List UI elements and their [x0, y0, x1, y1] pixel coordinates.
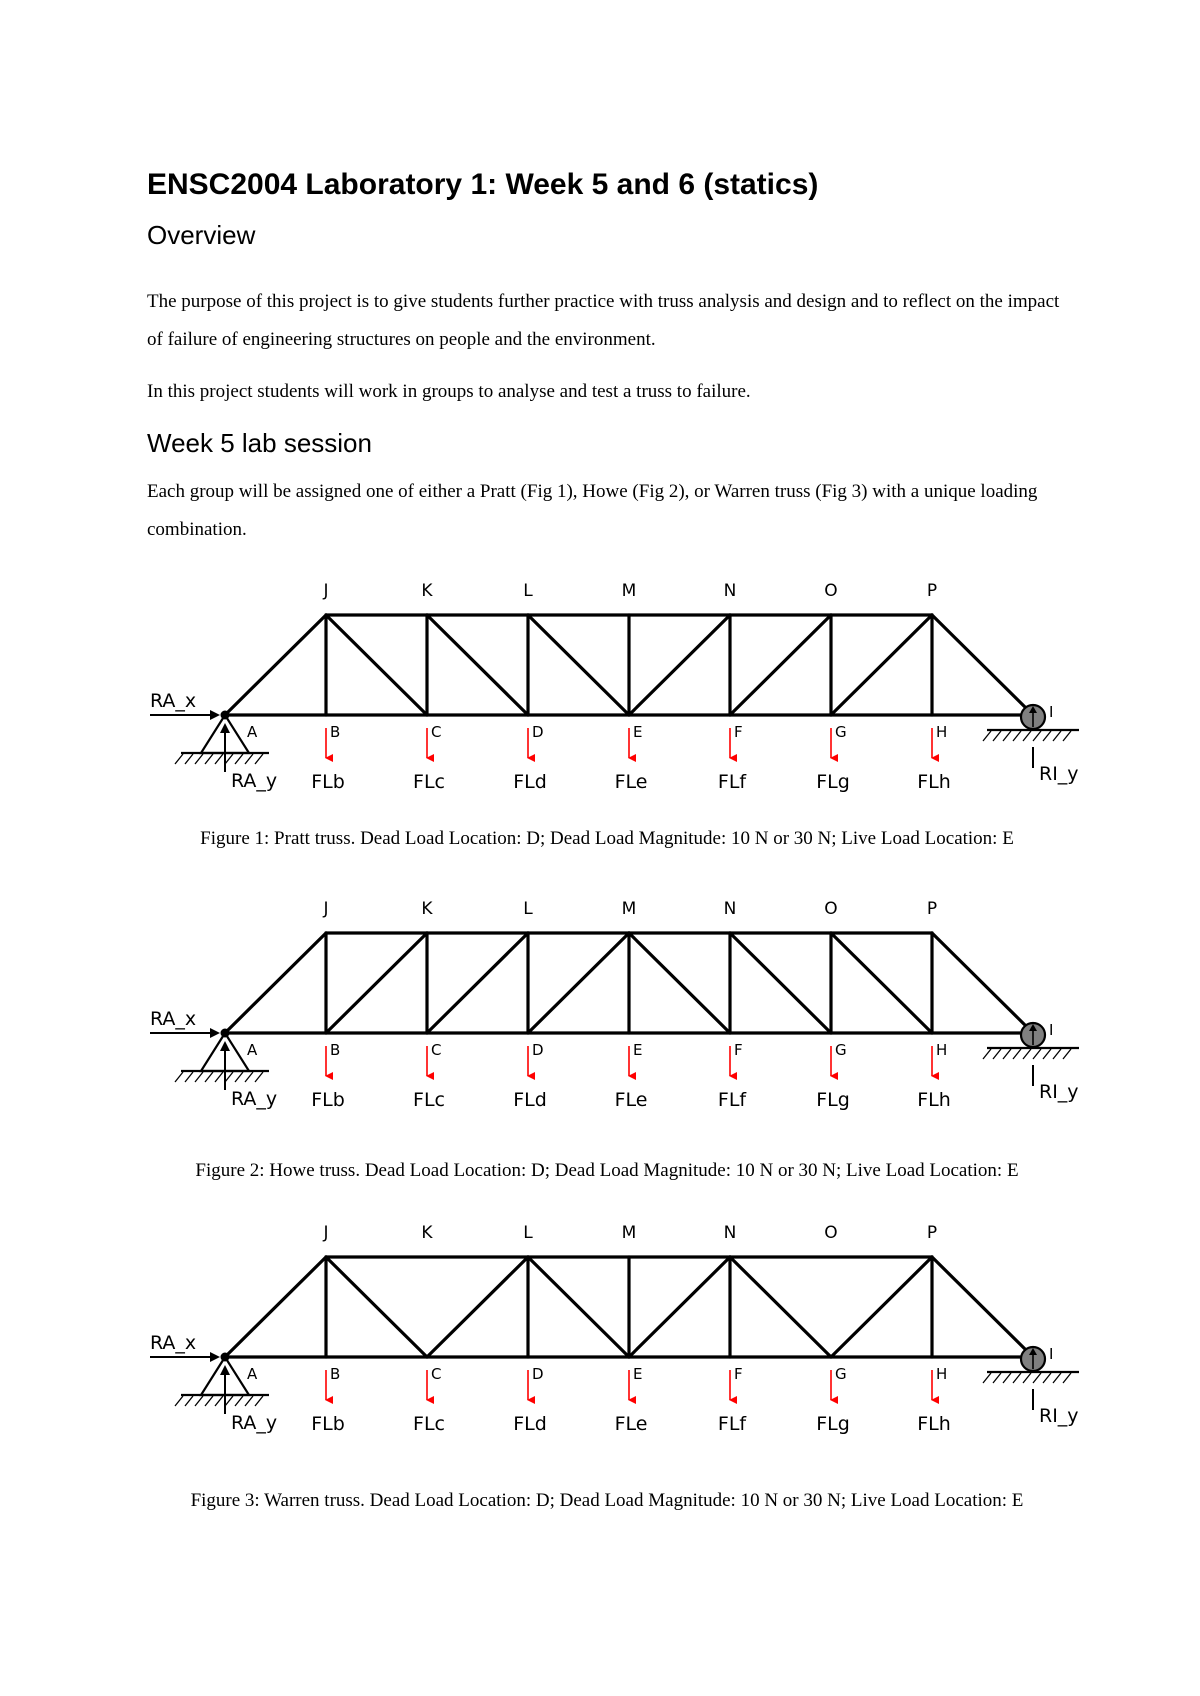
node-label-O: O: [824, 581, 838, 601]
diagonal-member: [528, 933, 629, 1033]
node-label-I: I: [1049, 703, 1054, 721]
ground-hatch: [1003, 1373, 1011, 1383]
figure-3-warren-truss: [150, 1222, 1090, 1442]
ground-hatch: [1013, 1373, 1021, 1383]
diagonal-member: [831, 933, 932, 1033]
node-label-E: E: [633, 1365, 643, 1383]
node-label-E: E: [633, 1041, 643, 1059]
node-label-C: C: [431, 723, 442, 741]
ground-hatch: [983, 1049, 991, 1059]
diagonal-member: [326, 615, 427, 715]
node-label-M: M: [621, 581, 637, 601]
ground-hatch: [195, 1396, 203, 1406]
ground-hatch: [255, 1396, 263, 1406]
diagonal-member: [427, 1257, 528, 1357]
figure-1-pratt-truss: [150, 580, 1090, 800]
ground-hatch: [255, 754, 263, 764]
node-label-L: L: [523, 899, 533, 919]
overview-paragraph-2: In this project students will work in groups to analyse and test a truss to failure.: [147, 381, 751, 402]
ground-hatch: [993, 1373, 1001, 1383]
figure-1-caption: Figure 1: Pratt truss. Dead Load Location: D; Dead Load Magnitude: 10 N or 30 N; Live Load Location: E: [200, 828, 1014, 849]
diagonal-member: [528, 615, 629, 715]
ground-hatch: [1063, 731, 1071, 741]
reaction-ax-label: RA_x: [150, 1332, 197, 1354]
node-label-I: I: [1049, 1021, 1054, 1039]
ground-hatch: [215, 1072, 223, 1082]
node-label-G: G: [835, 1365, 847, 1383]
ground-hatch: [1013, 1049, 1021, 1059]
node-label-K: K: [421, 581, 433, 601]
node-label-J: J: [323, 581, 329, 601]
node-label-K: K: [421, 1223, 433, 1243]
ground-hatch: [245, 1396, 253, 1406]
reaction-iy-label: RI_y: [1039, 763, 1079, 785]
diagonal-member: [831, 1257, 932, 1357]
node-label-P: P: [926, 1223, 938, 1243]
diagonal-member: [326, 933, 427, 1033]
node-label-A: A: [247, 1365, 258, 1383]
ground-hatch: [983, 1373, 991, 1383]
load-label: FLh: [917, 1413, 951, 1435]
reaction-ay-label: RA_y: [231, 1088, 278, 1110]
node-label-L: L: [523, 1223, 533, 1243]
ground-hatch: [185, 1396, 193, 1406]
ground-hatch: [175, 754, 183, 764]
ground-hatch: [225, 1072, 233, 1082]
node-label-F: F: [734, 1365, 743, 1383]
reaction-ax-label: RA_x: [150, 1008, 197, 1030]
node-label-F: F: [734, 1041, 743, 1059]
node-label-N: N: [723, 899, 737, 919]
ground-hatch: [1033, 1373, 1041, 1383]
ground-hatch: [1043, 1049, 1051, 1059]
diagonal-member: [730, 615, 831, 715]
ground-hatch: [983, 731, 991, 741]
ground-hatch: [215, 754, 223, 764]
node-label-H: H: [936, 1365, 948, 1383]
load-label: FLc: [413, 771, 445, 793]
ground-hatch: [1013, 731, 1021, 741]
node-label-K: K: [421, 899, 433, 919]
ground-hatch: [1023, 1049, 1031, 1059]
ground-hatch: [1043, 1373, 1051, 1383]
diagonal-member: [629, 1257, 730, 1357]
ground-hatch: [255, 1072, 263, 1082]
end-diagonal-left: [225, 615, 326, 715]
node-label-N: N: [723, 1223, 737, 1243]
ground-hatch: [1003, 731, 1011, 741]
node-A-pin: [221, 1353, 230, 1362]
load-label: FLc: [413, 1413, 445, 1435]
node-label-P: P: [926, 899, 938, 919]
node-label-D: D: [532, 1041, 544, 1059]
node-label-F: F: [734, 723, 743, 741]
end-diagonal-right: [932, 1257, 1033, 1357]
reaction-ay-arrowhead: [220, 1365, 230, 1375]
node-label-H: H: [936, 1041, 948, 1059]
figure-2-howe-truss: [150, 898, 1090, 1118]
section-heading-week5: Week 5 lab session: [147, 428, 372, 458]
end-diagonal-left: [225, 1257, 326, 1357]
ground-hatch: [1023, 731, 1031, 741]
reaction-ay-arrowhead: [220, 723, 230, 733]
ground-hatch: [993, 1049, 1001, 1059]
diagonal-member: [427, 615, 528, 715]
node-label-C: C: [431, 1041, 442, 1059]
node-label-O: O: [824, 1223, 838, 1243]
ground-hatch: [1043, 731, 1051, 741]
end-diagonal-right: [932, 615, 1033, 715]
reaction-ax-arrowhead: [210, 710, 220, 720]
figure-3-caption: Figure 3: Warren truss. Dead Load Location: D; Dead Load Magnitude: 10 N or 30 N; Live Load Location: E: [190, 1490, 1024, 1511]
ground-hatch: [1053, 1373, 1061, 1383]
node-label-D: D: [532, 1365, 544, 1383]
end-diagonal-right: [932, 933, 1033, 1033]
ground-hatch: [205, 1396, 213, 1406]
reaction-ax-arrowhead: [210, 1028, 220, 1038]
ground-hatch: [993, 731, 1001, 741]
ground-hatch: [245, 1072, 253, 1082]
ground-hatch: [205, 754, 213, 764]
node-label-N: N: [723, 581, 737, 601]
ground-hatch: [215, 1396, 223, 1406]
reaction-ay-label: RA_y: [231, 770, 278, 792]
node-label-C: C: [431, 1365, 442, 1383]
week5-paragraph-1: Each group will be assigned one of either a Pratt (Fig 1), Howe (Fig 2), or Warren truss (Fig 3) with a unique loading combination.: [147, 481, 1038, 540]
ground-hatch: [205, 1072, 213, 1082]
node-label-D: D: [532, 723, 544, 741]
node-label-E: E: [633, 723, 643, 741]
ground-hatch: [1023, 1373, 1031, 1383]
ground-hatch: [1063, 1373, 1071, 1383]
node-label-P: P: [926, 581, 938, 601]
load-label: FLb: [311, 771, 345, 793]
node-label-G: G: [835, 1041, 847, 1059]
ground-hatch: [185, 1072, 193, 1082]
diagonal-member: [730, 933, 831, 1033]
overview-paragraph-1: The purpose of this project is to give students further practice with truss analysis and design and to reflect on the impact of failure of engineering structures on people and the environment.: [147, 291, 1060, 350]
load-label: FLd: [513, 1413, 547, 1435]
node-label-G: G: [835, 723, 847, 741]
load-label: FLh: [917, 771, 951, 793]
node-label-L: L: [523, 581, 533, 601]
load-label: FLb: [311, 1413, 345, 1435]
node-label-B: B: [330, 1365, 341, 1383]
ground-hatch: [235, 1072, 243, 1082]
node-label-B: B: [330, 723, 341, 741]
reaction-ay-arrowhead: [220, 1041, 230, 1051]
diagonal-member: [427, 933, 528, 1033]
reaction-iy-label: RI_y: [1039, 1081, 1079, 1103]
load-label: FLf: [717, 1413, 747, 1435]
load-label: FLe: [614, 771, 648, 793]
node-label-A: A: [247, 723, 258, 741]
node-label-M: M: [621, 899, 637, 919]
node-A-pin: [221, 1029, 230, 1038]
load-label: FLh: [917, 1089, 951, 1111]
diagonal-member: [629, 615, 730, 715]
ground-hatch: [1003, 1049, 1011, 1059]
load-label: FLb: [311, 1089, 345, 1111]
reaction-iy-label: RI_y: [1039, 1405, 1079, 1427]
load-label: FLe: [614, 1089, 648, 1111]
ground-hatch: [245, 754, 253, 764]
load-label: FLd: [513, 771, 547, 793]
node-label-M: M: [621, 1223, 637, 1243]
ground-hatch: [195, 754, 203, 764]
diagonal-member: [629, 933, 730, 1033]
load-label: FLc: [413, 1089, 445, 1111]
load-label: FLg: [816, 771, 850, 793]
ground-hatch: [195, 1072, 203, 1082]
ground-hatch: [235, 754, 243, 764]
reaction-ax-label: RA_x: [150, 690, 197, 712]
load-label: FLf: [717, 1089, 747, 1111]
diagonal-member: [730, 1257, 831, 1357]
load-label: FLf: [717, 771, 747, 793]
ground-hatch: [235, 1396, 243, 1406]
ground-hatch: [175, 1072, 183, 1082]
reaction-ax-arrowhead: [210, 1352, 220, 1362]
document-title: ENSC2004 Laboratory 1: Week 5 and 6 (statics): [147, 168, 819, 201]
ground-hatch: [185, 754, 193, 764]
end-diagonal-left: [225, 933, 326, 1033]
node-label-I: I: [1049, 1345, 1054, 1363]
load-label: FLe: [614, 1413, 648, 1435]
node-label-A: A: [247, 1041, 258, 1059]
load-label: FLg: [816, 1089, 850, 1111]
load-label: FLg: [816, 1413, 850, 1435]
node-label-H: H: [936, 723, 948, 741]
load-label: FLd: [513, 1089, 547, 1111]
node-A-pin: [221, 711, 230, 720]
ground-hatch: [175, 1396, 183, 1406]
node-label-J: J: [323, 899, 329, 919]
ground-hatch: [1063, 1049, 1071, 1059]
diagonal-member: [528, 1257, 629, 1357]
ground-hatch: [1053, 1049, 1061, 1059]
ground-hatch: [1033, 731, 1041, 741]
reaction-ay-label: RA_y: [231, 1412, 278, 1434]
diagonal-member: [326, 1257, 427, 1357]
diagonal-member: [831, 615, 932, 715]
ground-hatch: [225, 754, 233, 764]
node-label-B: B: [330, 1041, 341, 1059]
node-label-O: O: [824, 899, 838, 919]
figure-2-caption: Figure 2: Howe truss. Dead Load Location: D; Dead Load Magnitude: 10 N or 30 N; Live Load Location: E: [195, 1160, 1019, 1181]
ground-hatch: [225, 1396, 233, 1406]
ground-hatch: [1053, 731, 1061, 741]
ground-hatch: [1033, 1049, 1041, 1059]
node-label-J: J: [323, 1223, 329, 1243]
section-heading-overview: Overview: [147, 220, 256, 250]
